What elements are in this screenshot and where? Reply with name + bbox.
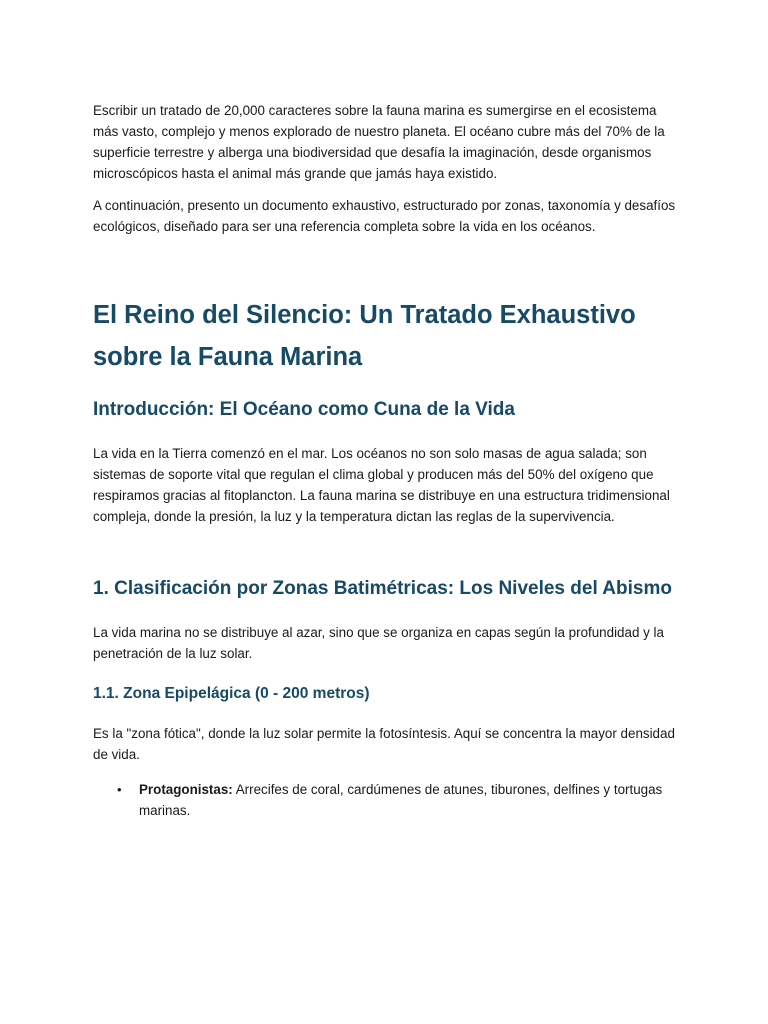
subsection-1-1-heading: 1.1. Zona Epipelágica (0 - 200 metros) xyxy=(93,685,370,702)
document-title: El Reino del Silencio: Un Tratado Exhaustivo sobre la Fauna Marina xyxy=(93,301,636,371)
document-page xyxy=(93,100,678,821)
intro-paragraph-1: Escribir un tratado de 20,000 caracteres sobre la fauna marina es sumergirse en el ecosistema más vasto, complejo y menos explorado de nuestro planeta. El océano cubre más del 70% de la superficie terrestre y alberga una biodiversidad que desafía la imaginación, desde organismos microscópicos hasta el animal más grande que jamás haya existido. xyxy=(93,103,665,181)
list-item xyxy=(93,779,678,821)
section-1-heading: 1. Clasificación por Zonas Batimétricas: Los Niveles del Abismo xyxy=(93,578,672,599)
introduction-heading: Introducción: El Océano como Cuna de la Vida xyxy=(93,399,515,420)
bullet-text: Arrecifes de coral, cardúmenes de atunes, tiburones, delfines y tortugas marinas. xyxy=(139,782,663,818)
introduction-body: La vida en la Tierra comenzó en el mar. Los océanos no son solo masas de agua salada; son sistemas de soporte vital que regulan el clima global y producen más del 50% del oxígeno que respiramos gracias al fitoplancton. La fauna marina se distribuye en una estructura tridimensional compleja, donde la presión, la luz y la temperatura dictan las reglas de la supervivencia. xyxy=(93,446,670,524)
bullet-list xyxy=(93,779,678,821)
intro-paragraph-2: A continuación, presento un documento exhaustivo, estructurado por zonas, taxonomía y desafíos ecológicos, diseñado para ser una referencia completa sobre la vida en los océanos. xyxy=(93,198,676,234)
bullet-label: Protagonistas: xyxy=(139,782,233,797)
subsection-1-1-body: Es la "zona fótica", donde la luz solar permite la fotosíntesis. Aquí se concentra la mayor densidad de vida. xyxy=(93,726,675,762)
bullet-icon: • xyxy=(117,782,122,797)
section-1-body: La vida marina no se distribuye al azar, sino que se organiza en capas según la profundidad y la penetración de la luz solar. xyxy=(93,625,664,661)
